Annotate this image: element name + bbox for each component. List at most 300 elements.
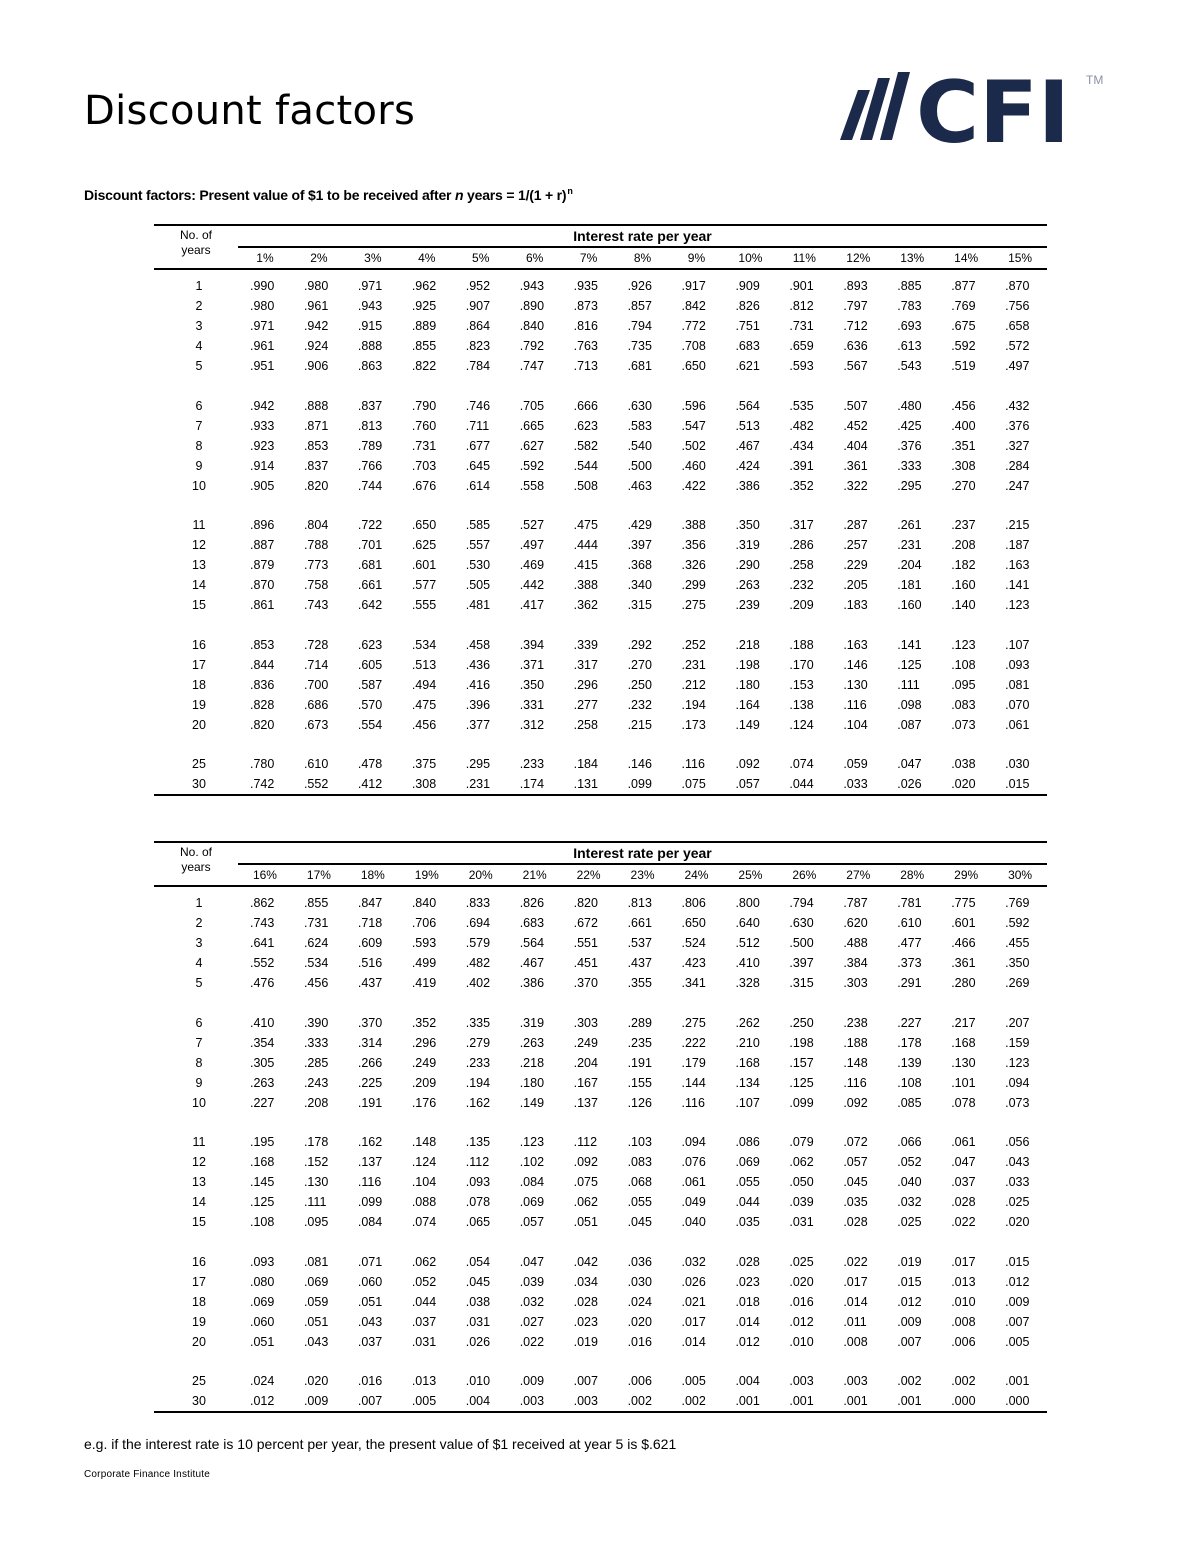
discount-factor-cell: .870 xyxy=(1005,279,1030,293)
discount-factor-cell: .057 xyxy=(843,1155,868,1169)
year-cell: 3 xyxy=(195,319,203,333)
discount-factor-cell: .862 xyxy=(250,896,275,910)
discount-factor-cell: .505 xyxy=(465,578,491,592)
discount-factor-cell: .023 xyxy=(573,1314,598,1329)
discount-factor-cell: .355 xyxy=(627,976,652,990)
discount-factor-cell: .625 xyxy=(411,538,437,552)
discount-factor-cell: .429 xyxy=(627,518,652,532)
discount-factor-cell: .184 xyxy=(573,757,598,771)
discount-factor-cell: .002 xyxy=(681,1394,706,1408)
discount-factor-cell: .072 xyxy=(843,1135,868,1149)
discount-factor-cell: .873 xyxy=(573,299,598,313)
discount-factor-cell: .833 xyxy=(465,896,491,910)
discount-factor-cell: .610 xyxy=(897,916,922,930)
discount-factor-cell: .499 xyxy=(411,956,437,970)
table-row xyxy=(154,555,1047,575)
discount-factor-cell: .025 xyxy=(789,1254,814,1269)
discount-factor-cell: .009 xyxy=(519,1374,545,1388)
discount-factor-cell: .056 xyxy=(1005,1135,1030,1149)
year-cell: 5 xyxy=(195,976,203,990)
discount-factor-cell: .478 xyxy=(357,757,383,771)
discount-factor-cell: .642 xyxy=(357,598,383,612)
discount-factor-cell: .534 xyxy=(303,956,329,970)
discount-factor-cell: .703 xyxy=(411,458,437,473)
discount-factor-cell: .952 xyxy=(465,279,491,293)
discount-factor-cell: .962 xyxy=(411,279,437,293)
discount-factor-cell: .062 xyxy=(789,1155,814,1169)
discount-factor-cell: .340 xyxy=(627,578,652,592)
row-group-spacer xyxy=(154,496,1047,516)
discount-factor-cell: .494 xyxy=(411,677,437,692)
discount-factor-cell: .039 xyxy=(789,1195,814,1209)
discount-factor-cell: .377 xyxy=(465,717,491,732)
year-cell: 12 xyxy=(192,538,206,552)
discount-factor-cell: .040 xyxy=(681,1215,706,1229)
discount-factor-cell: .252 xyxy=(681,637,706,652)
rate-header: 10% xyxy=(738,251,763,265)
discount-factor-cell: .018 xyxy=(735,1294,760,1309)
discount-factor-cell: .558 xyxy=(519,478,545,493)
discount-factor-cell: .315 xyxy=(789,976,814,990)
discount-factor-cell: .555 xyxy=(411,598,437,612)
table-row xyxy=(154,675,1047,695)
discount-factor-cell: .215 xyxy=(627,717,652,732)
discount-factor-cell: .636 xyxy=(843,339,868,353)
discount-factor-cell: .593 xyxy=(789,359,814,373)
discount-factor-cell: .232 xyxy=(627,697,652,712)
discount-factor-cell: .402 xyxy=(465,976,491,990)
discount-factor-cell: .016 xyxy=(357,1374,383,1388)
rate-header: 7% xyxy=(579,251,598,265)
discount-factor-cell: .198 xyxy=(789,1035,814,1050)
rate-header: 1% xyxy=(256,251,274,265)
rate-header: 9% xyxy=(687,251,706,265)
discount-factor-cell: .451 xyxy=(573,956,598,970)
discount-factor-cell: .144 xyxy=(681,1075,706,1090)
discount-factor-cell: .263 xyxy=(735,578,760,592)
discount-factor-cell: .026 xyxy=(681,1274,706,1289)
discount-factor-cell: .980 xyxy=(303,279,329,293)
discount-factor-cell: .243 xyxy=(303,1075,329,1090)
rate-header: 3% xyxy=(364,251,382,265)
discount-factor-cell: .551 xyxy=(573,936,598,950)
discount-factor-cell: .016 xyxy=(627,1334,652,1349)
discount-factor-cell: .116 xyxy=(843,697,867,712)
discount-factor-cell: .187 xyxy=(1005,538,1030,552)
discount-factor-cell: .296 xyxy=(411,1035,437,1050)
discount-factor-cell: .361 xyxy=(951,956,976,970)
table-body xyxy=(154,270,1047,794)
discount-factor-cell: .287 xyxy=(843,518,868,532)
discount-factor-cell: .673 xyxy=(303,717,329,732)
discount-factor-cell: .035 xyxy=(735,1215,760,1229)
discount-factor-cell: .641 xyxy=(250,936,275,950)
discount-factor-cell: .107 xyxy=(735,1095,760,1110)
discount-factor-cell: .017 xyxy=(843,1274,868,1289)
discount-factor-cell: .728 xyxy=(303,637,329,652)
discount-factor-cell: .396 xyxy=(465,697,491,712)
discount-factor-cell: .014 xyxy=(735,1314,760,1329)
discount-factor-cell: .621 xyxy=(735,359,760,373)
discount-factor-cell: .031 xyxy=(789,1215,814,1229)
discount-factor-cell: .714 xyxy=(303,657,329,672)
discount-factor-cell: .277 xyxy=(573,697,598,712)
discount-factor-cell: .194 xyxy=(681,697,706,712)
discount-factor-cell: .217 xyxy=(951,1015,976,1030)
discount-factor-cell: .335 xyxy=(465,1015,491,1030)
discount-factor-cell: .693 xyxy=(897,319,922,333)
discount-factor-cell: .527 xyxy=(519,518,545,532)
discount-factor-cell: .093 xyxy=(1005,657,1030,672)
discount-factor-cell: .592 xyxy=(519,458,545,473)
discount-factor-cell: .624 xyxy=(303,936,329,950)
discount-factor-cell: .350 xyxy=(735,518,760,532)
discount-factor-cell: .460 xyxy=(681,458,706,473)
table-row xyxy=(154,1312,1047,1332)
discount-factor-cell: .084 xyxy=(519,1175,545,1189)
discount-factor-cell: .038 xyxy=(951,757,976,771)
discount-factor-cell: .032 xyxy=(681,1254,706,1269)
discount-factor-cell: .630 xyxy=(627,398,652,413)
discount-factor-cell: .781 xyxy=(897,896,922,910)
discount-factor-cell: .497 xyxy=(1005,359,1030,373)
discount-factor-cell: .497 xyxy=(519,538,545,552)
logo-text: CFI xyxy=(916,68,1070,158)
discount-factor-cell: .350 xyxy=(1005,956,1030,970)
discount-factor-cell: .292 xyxy=(627,637,652,652)
discount-factor-cell: .182 xyxy=(951,558,976,572)
discount-factor-cell: .315 xyxy=(627,598,652,612)
discount-factor-cell: .023 xyxy=(735,1274,760,1289)
table-row xyxy=(154,356,1047,376)
discount-factor-cell: .444 xyxy=(573,538,598,552)
discount-factor-cell: .052 xyxy=(897,1155,922,1169)
discount-factor-cell: .694 xyxy=(465,916,491,930)
discount-factor-cell: .463 xyxy=(627,478,652,493)
discount-factor-cell: .535 xyxy=(789,398,814,413)
discount-factor-cell: .466 xyxy=(951,936,976,950)
discount-factor-cell: .792 xyxy=(519,339,545,353)
table-row xyxy=(154,316,1047,336)
discount-factor-cell: .773 xyxy=(303,558,329,572)
discount-factor-cell: .164 xyxy=(735,697,760,712)
discount-factor-cell: .149 xyxy=(735,717,760,732)
discount-factor-cell: .116 xyxy=(681,757,705,771)
rate-header: 30% xyxy=(1008,868,1033,882)
discount-factor-cell: .015 xyxy=(1005,777,1030,791)
year-cell: 30 xyxy=(192,777,206,791)
discount-factor-cell: .024 xyxy=(627,1294,652,1309)
discount-factor-cell: .112 xyxy=(573,1135,598,1149)
year-cell: 15 xyxy=(192,598,206,612)
discount-factor-cell: .295 xyxy=(465,757,491,771)
discount-factor-cell: .797 xyxy=(843,299,868,313)
discount-factor-cell: .032 xyxy=(519,1294,545,1309)
discount-factor-cell: .488 xyxy=(843,936,868,950)
discount-factor-cell: .500 xyxy=(627,458,652,473)
discount-factor-cell: .455 xyxy=(1005,936,1030,950)
discount-factor-cell: .073 xyxy=(1005,1095,1030,1110)
discount-factor-cell: .613 xyxy=(897,339,922,353)
discount-factor-cell: .111 xyxy=(897,677,920,692)
rate-header: 28% xyxy=(900,868,925,882)
discount-factor-cell: .524 xyxy=(681,936,706,950)
rate-header: 24% xyxy=(684,868,709,882)
discount-factor-cell: .145 xyxy=(250,1175,275,1189)
discount-factor-cell: .137 xyxy=(357,1155,383,1169)
discount-factor-cell: .319 xyxy=(519,1015,545,1030)
discount-factor-cell: .666 xyxy=(573,398,598,413)
discount-factor-cell: .131 xyxy=(573,777,598,791)
discount-factor-cell: .458 xyxy=(465,637,491,652)
discount-factor-cell: .204 xyxy=(573,1055,598,1070)
discount-factor-cell: .078 xyxy=(951,1095,976,1110)
discount-factor-cell: .432 xyxy=(1005,398,1030,413)
discount-factor-cell: .658 xyxy=(1005,319,1030,333)
discount-factor-cell: .422 xyxy=(681,478,706,493)
discount-factor-cell: .585 xyxy=(465,518,491,532)
discount-factor-cell: .019 xyxy=(573,1334,598,1349)
year-cell: 11 xyxy=(192,1135,206,1149)
discount-factor-cell: .327 xyxy=(1005,438,1030,453)
discount-factor-cell: .209 xyxy=(411,1075,437,1090)
discount-factor-cell: .051 xyxy=(250,1334,275,1349)
discount-factor-cell: .162 xyxy=(465,1095,491,1110)
discount-factor-cell: .098 xyxy=(897,697,922,712)
discount-factor-cell: .194 xyxy=(465,1075,491,1090)
discount-factor-cell: .540 xyxy=(627,438,652,453)
discount-factor-cell: .742 xyxy=(250,777,275,791)
discount-factor-cell: .007 xyxy=(357,1394,383,1408)
table-row xyxy=(154,1073,1047,1093)
row-group-spacer xyxy=(154,1113,1047,1133)
discount-factor-cell: .410 xyxy=(250,1015,275,1030)
discount-factor-cell: .261 xyxy=(897,518,922,532)
discount-factor-cell: .037 xyxy=(411,1314,437,1329)
discount-factor-cell: .208 xyxy=(951,538,976,552)
discount-factor-cell: .756 xyxy=(1005,299,1030,313)
discount-factor-cell: .008 xyxy=(951,1314,976,1329)
discount-factor-cell: .370 xyxy=(573,976,598,990)
discount-factor-cell: .609 xyxy=(357,936,383,950)
discount-factor-cell: .085 xyxy=(897,1095,922,1110)
discount-factor-cell: .173 xyxy=(681,717,706,732)
discount-factor-cell: .037 xyxy=(357,1334,383,1349)
discount-factor-cell: .942 xyxy=(303,319,329,333)
year-cell: 16 xyxy=(192,1254,206,1269)
discount-factor-cell: .686 xyxy=(303,697,329,712)
discount-factor-cell: .075 xyxy=(573,1175,598,1189)
discount-factor-cell: .614 xyxy=(465,478,491,493)
discount-factor-cell: .813 xyxy=(357,418,383,433)
discount-factor-cell: .784 xyxy=(465,359,491,373)
discount-factor-cell: .711 xyxy=(465,418,490,433)
discount-factor-cell: .519 xyxy=(951,359,976,373)
discount-factor-cell: .020 xyxy=(789,1274,814,1289)
discount-factor-cell: .339 xyxy=(573,637,598,652)
discount-factor-cell: .577 xyxy=(411,578,437,592)
year-cell: 13 xyxy=(192,558,206,572)
discount-factor-cell: .961 xyxy=(303,299,329,313)
discount-factor-cell: .744 xyxy=(357,478,383,493)
discount-factor-cell: .354 xyxy=(250,1035,275,1050)
discount-factor-cell: .269 xyxy=(1005,976,1030,990)
discount-factor-cell: .844 xyxy=(250,657,275,672)
discount-factor-cell: .842 xyxy=(681,299,706,313)
discount-factor-cell: .006 xyxy=(951,1334,976,1349)
discount-factor-cell: .074 xyxy=(789,757,814,771)
discount-factor-cell: .258 xyxy=(573,717,598,732)
discount-factor-cell: .596 xyxy=(681,398,706,413)
discount-factor-cell: .887 xyxy=(250,538,275,552)
table-row xyxy=(154,476,1047,496)
discount-factor-cell: .016 xyxy=(789,1294,814,1309)
discount-factor-cell: .513 xyxy=(411,657,437,672)
discount-factor-cell: .024 xyxy=(250,1374,275,1388)
discount-factor-cell: .390 xyxy=(303,1015,329,1030)
discount-factor-cell: .362 xyxy=(573,598,598,612)
discount-factor-cell: .094 xyxy=(681,1135,706,1149)
discount-factor-cell: .424 xyxy=(735,458,760,473)
discount-factor-cell: .442 xyxy=(519,578,545,592)
discount-factor-cell: .125 xyxy=(250,1195,275,1209)
discount-factor-cell: .258 xyxy=(789,558,814,572)
discount-factor-cell: .141 xyxy=(1005,578,1030,592)
table-row xyxy=(154,436,1047,456)
discount-factor-cell: .735 xyxy=(627,339,652,353)
discount-factor-cell: .036 xyxy=(627,1254,652,1269)
year-cell: 7 xyxy=(195,1035,203,1050)
discount-factor-cell: .743 xyxy=(303,598,329,612)
discount-factor-cell: .480 xyxy=(897,398,922,413)
discount-factor-cell: .074 xyxy=(411,1215,437,1229)
rate-header: 15% xyxy=(1008,251,1033,265)
discount-factor-cell: .146 xyxy=(627,757,652,771)
discount-factor-cell: .183 xyxy=(843,598,868,612)
discount-factor-cell: .812 xyxy=(789,299,814,313)
discount-factor-cell: .650 xyxy=(411,518,437,532)
discount-factor-cell: .772 xyxy=(681,319,706,333)
discount-factor-cell: .250 xyxy=(789,1015,814,1030)
discount-factor-cell: .108 xyxy=(250,1215,275,1229)
discount-factor-cell: .820 xyxy=(250,717,275,732)
discount-factor-cell: .961 xyxy=(250,339,275,353)
discount-factor-cell: .907 xyxy=(465,299,491,313)
discount-factor-cell: .512 xyxy=(735,936,760,950)
discount-factor-cell: .003 xyxy=(519,1394,545,1408)
discount-factor-cell: .375 xyxy=(411,757,437,771)
table-row xyxy=(154,575,1047,595)
discount-factor-cell: .794 xyxy=(627,319,652,333)
discount-factor-cell: .092 xyxy=(843,1095,868,1110)
discount-factor-cell: .368 xyxy=(627,558,652,572)
discount-factor-cell: .291 xyxy=(897,976,922,990)
year-cell: 18 xyxy=(192,677,206,692)
discount-factor-cell: .123 xyxy=(1005,598,1030,612)
discount-factor-cell: .083 xyxy=(951,697,976,712)
discount-factor-cell: .027 xyxy=(519,1314,545,1329)
discount-factor-cell: .371 xyxy=(519,657,545,672)
discount-factor-cell: .001 xyxy=(843,1394,868,1408)
discount-factor-cell: .176 xyxy=(411,1095,437,1110)
cfi-logo xyxy=(838,68,1108,158)
discount-factor-cell: .003 xyxy=(789,1374,814,1388)
discount-factor-cell: .088 xyxy=(411,1195,437,1209)
table-row xyxy=(154,535,1047,555)
discount-factor-cell: .035 xyxy=(843,1195,868,1209)
discount-factor-cell: .917 xyxy=(681,279,706,293)
years-column-header: No. of years xyxy=(179,228,212,257)
rate-header: 16% xyxy=(252,868,277,882)
discount-factor-cell: .794 xyxy=(789,896,814,910)
discount-factor-cell: .012 xyxy=(897,1294,922,1309)
discount-factor-cell: .295 xyxy=(897,478,922,493)
discount-factor-cell: .095 xyxy=(951,677,976,692)
discount-factor-cell: .005 xyxy=(681,1374,706,1388)
rate-header: 20% xyxy=(468,868,493,882)
year-cell: 13 xyxy=(192,1175,206,1189)
discount-factor-cell: .763 xyxy=(573,339,598,353)
discount-factor-cell: .328 xyxy=(735,976,760,990)
discount-factor-cell: .888 xyxy=(303,398,329,413)
discount-factor-cell: .924 xyxy=(303,339,329,353)
discount-factor-cell: .350 xyxy=(519,677,545,692)
discount-factor-cell: .021 xyxy=(681,1294,706,1309)
discount-factor-cell: .054 xyxy=(465,1254,491,1269)
discount-factor-cell: .025 xyxy=(897,1215,922,1229)
discount-factor-cell: .108 xyxy=(897,1075,922,1090)
discount-factor-cell: .391 xyxy=(789,458,814,473)
discount-factor-cell: .456 xyxy=(951,398,976,413)
discount-factor-cell: .564 xyxy=(519,936,545,950)
discount-factor-cell: .333 xyxy=(303,1035,329,1050)
discount-factor-cell: .069 xyxy=(250,1294,275,1309)
discount-factor-cell: .047 xyxy=(519,1254,545,1269)
discount-factor-cell: .092 xyxy=(573,1155,598,1169)
discount-factor-cell: .847 xyxy=(357,896,383,910)
discount-factor-cell: .890 xyxy=(519,299,545,313)
year-cell: 25 xyxy=(192,757,206,771)
discount-factor-cell: .303 xyxy=(573,1015,598,1030)
discount-factor-cell: .094 xyxy=(1005,1075,1030,1090)
discount-factor-cell: .906 xyxy=(303,359,329,373)
discount-factor-cell: .014 xyxy=(843,1294,868,1309)
year-cell: 20 xyxy=(192,1334,206,1349)
discount-factor-cell: .031 xyxy=(411,1334,437,1349)
discount-factor-cell: .134 xyxy=(735,1075,760,1090)
rate-header: 21% xyxy=(522,868,547,882)
discount-factor-cell: .500 xyxy=(789,936,814,950)
discount-factor-cell: .014 xyxy=(681,1334,706,1349)
discount-factor-cell: .352 xyxy=(411,1015,437,1030)
table-row xyxy=(154,595,1047,615)
discount-factor-cell: .152 xyxy=(303,1155,329,1169)
discount-factor-cell: .410 xyxy=(735,956,760,970)
discount-factor-cell: .050 xyxy=(789,1175,814,1189)
discount-factor-cell: .437 xyxy=(627,956,652,970)
year-cell: 10 xyxy=(192,1095,206,1110)
discount-factor-cell: .780 xyxy=(250,757,275,771)
discount-factor-cell: .022 xyxy=(519,1334,545,1349)
discount-factor-cell: .820 xyxy=(573,896,598,910)
discount-factor-cell: .508 xyxy=(573,478,598,493)
year-cell: 20 xyxy=(192,717,206,732)
discount-factor-cell: .700 xyxy=(303,677,329,692)
discount-factor-cell: .746 xyxy=(465,398,491,413)
discount-factor-cell: .766 xyxy=(357,458,383,473)
discount-factor-cell: .836 xyxy=(250,677,275,692)
discount-factor-cell: .149 xyxy=(519,1095,545,1110)
